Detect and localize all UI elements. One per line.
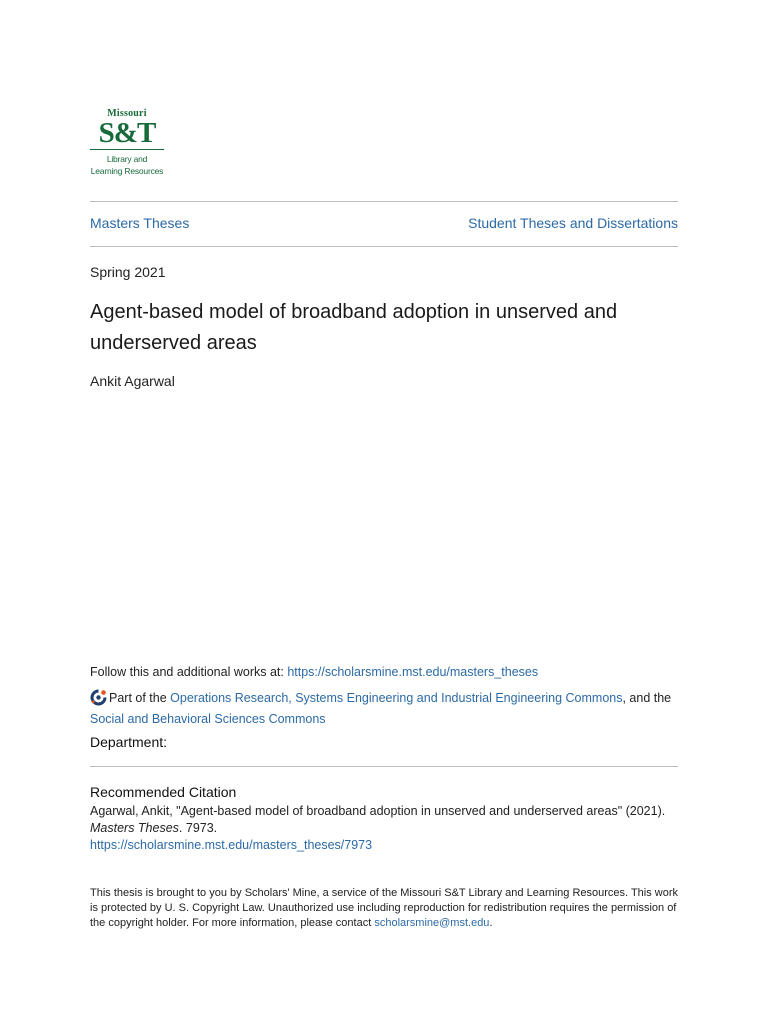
missouri-st-logo [90,108,164,182]
logo-rule [90,149,164,150]
author-name: Ankit Agarwal [90,373,175,389]
footer-end: . [489,917,493,929]
nav-divider [90,246,678,247]
citation-divider [90,766,678,767]
masters-theses-link[interactable]: Masters Theses [90,215,190,231]
citation-text: Agarwal, Ankit, "Agent-based model of broadband adoption in unserved and underserved areas" (2021). [90,804,666,818]
recommended-citation [90,803,690,854]
copyright-notice [90,886,680,931]
footer-text: This thesis is brought to you by Scholars' Mine, a service of the Missouri S&T Library and Learning Resources. This work is protected by U. S. Copyright Law. Unauthorized use including reproduction for redistribution requires the permission of the copyright holder. For more information, please contact [90,887,679,929]
follow-prefix: Follow this and additional works at: [90,665,288,679]
thesis-title: Agent-based model of broadband adoption in unserved and underserved areas [90,301,618,354]
citation-heading: Recommended Citation [90,784,237,800]
department-label: Department: [90,734,168,750]
follow-url-link[interactable]: https://scholarsmine.mst.edu/masters_theses [287,665,539,679]
citation-number: . 7973. [178,821,218,835]
logo-missouri-text: Missouri [107,108,147,119]
partof-middle: , and the [622,691,672,705]
logo-library-text: Library and [106,154,148,164]
logo-st-text: S&T [98,117,156,149]
follow-line [90,664,538,680]
partof-prefix: Part of the [109,691,171,705]
top-divider [90,201,678,202]
social-behavioral-commons-link[interactable]: Social and Behavioral Sciences Commons [90,712,326,726]
contact-email-link[interactable]: scholarsmine@mst.edu [374,917,490,929]
publication-date: Spring 2021 [90,264,166,280]
citation-url-link[interactable]: https://scholarsmine.mst.edu/masters_theses/7973 [90,838,373,852]
commons-network-icon [90,689,107,706]
operations-research-commons-link[interactable]: Operations Research, Systems Engineering and Industrial Engineering Commons [170,691,623,705]
citation-journal: Masters Theses [90,821,179,835]
part-of-commons [90,688,690,730]
logo-learning-text: Learning Resources [90,166,164,176]
student-theses-link[interactable]: Student Theses and Dissertations [468,215,678,231]
